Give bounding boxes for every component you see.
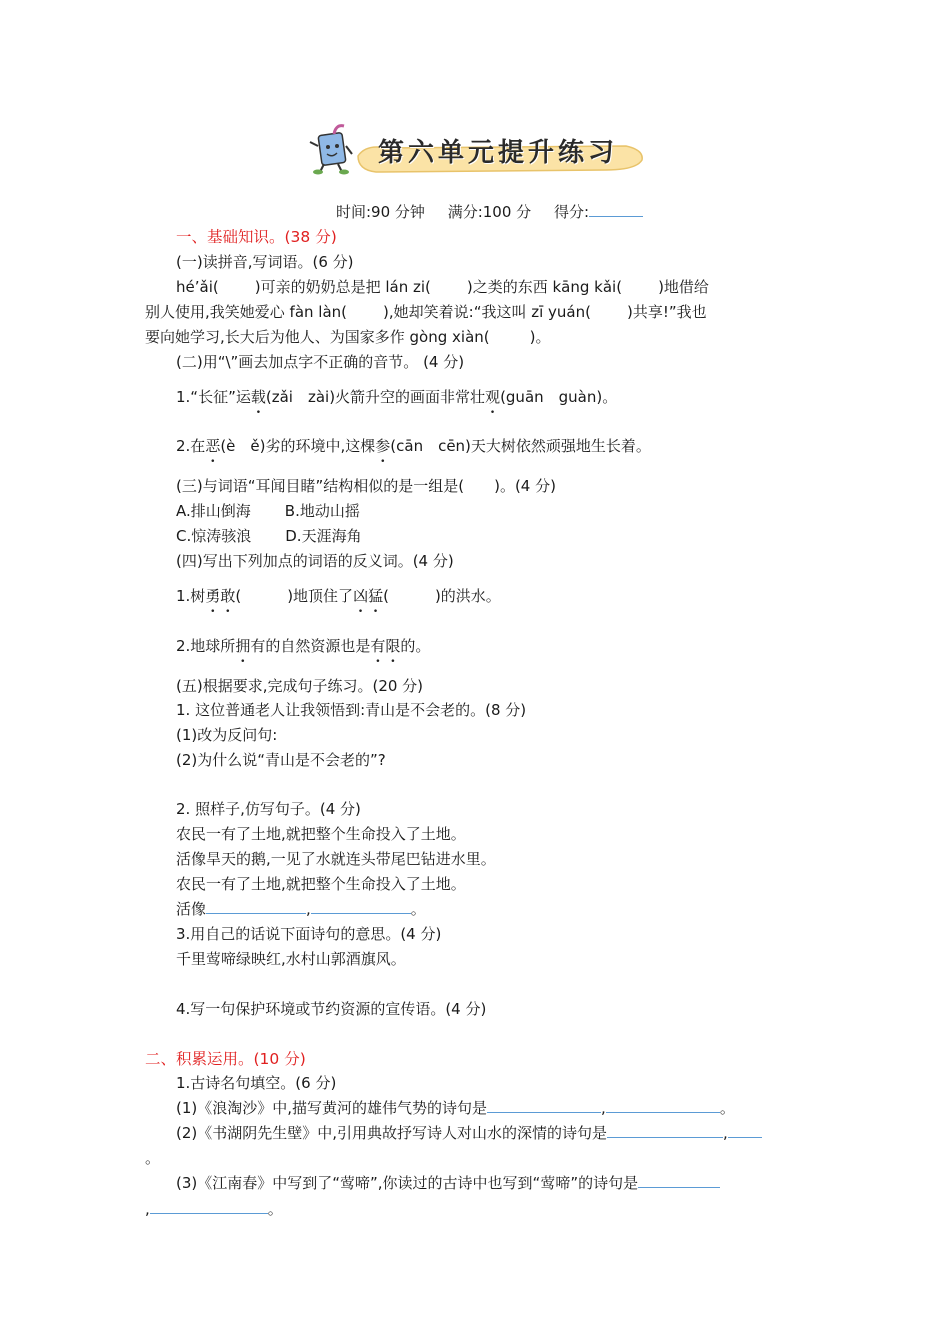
section-2-heading: 二、积累运用。(10 分) bbox=[145, 1050, 306, 1068]
answer-blank[interactable] bbox=[487, 1098, 601, 1113]
part-4-question-2: 2.地球所拥有的自然资源也是有限的。 bbox=[176, 637, 431, 655]
part-5-label: (五)根据要求,完成句子练习。(20 分) bbox=[176, 677, 424, 695]
score-label: 得分: bbox=[553, 203, 589, 221]
part-5-q1b: (2)为什么说“青山是不会老的”? bbox=[176, 751, 386, 769]
options-row-1 bbox=[176, 501, 360, 521]
part-1-label: (一)读拼音,写词语。(6 分) bbox=[176, 253, 354, 271]
pinyin-line-1: hé’ǎi( )可亲的奶奶总是把 lán zi( )之类的东西 kāng kǎi( )地借给 bbox=[176, 278, 709, 296]
dotted-char: 猛 bbox=[368, 587, 384, 605]
option-c[interactable]: C.惊涛骇浪 bbox=[176, 527, 252, 545]
answer-blank[interactable] bbox=[638, 1173, 720, 1188]
part-5-q1: 1. 这位普通老人让我领悟到:青山是不会老的。(8 分) bbox=[176, 701, 527, 719]
poem-fill-3: (3)《江南春》中写到了“莺啼”,你读过的古诗中也写到“莺啼”的诗句是 bbox=[176, 1173, 720, 1193]
dotted-char: 有 bbox=[370, 637, 386, 655]
example-line-3: 农民一有了土地,就把整个生命投入了土地。 bbox=[176, 875, 466, 893]
part-5-q2: 2. 照样子,仿写句子。(4 分) bbox=[176, 800, 361, 818]
dotted-char: 参 bbox=[375, 437, 391, 455]
page-title: 第六单元提升练习 bbox=[378, 138, 619, 168]
mascot-icon bbox=[310, 126, 352, 175]
poem-fill-3-cont: , 。 bbox=[145, 1200, 283, 1218]
answer-blank[interactable] bbox=[728, 1123, 762, 1138]
part-2-question-1: 1.“长征”运载(zǎi zài)火箭升空的画面非常壮观(guān guàn)。 bbox=[176, 388, 618, 406]
pinyin-line-3: 要向她学习,长大后为他人、为国家多作 gòng xiàn( )。 bbox=[145, 328, 551, 346]
poem-line: 千里莺啼绿映红,水村山郭酒旗风。 bbox=[176, 950, 406, 968]
section-1-heading: 一、基础知识。(38 分) bbox=[176, 228, 337, 246]
pinyin-line-2: 别人使用,我笑她爱心 fàn làn( ),她却笑着说:“我这叫 zī yuán( )共享!”我也 bbox=[145, 303, 707, 321]
option-b[interactable]: B.地动山摇 bbox=[284, 502, 360, 520]
dotted-char: 勇 bbox=[205, 587, 221, 605]
dotted-char: 限 bbox=[385, 637, 401, 655]
dotted-char: 观 bbox=[485, 388, 501, 406]
time-limit: 时间:90 分钟 bbox=[336, 203, 425, 221]
answer-blank[interactable] bbox=[150, 1199, 268, 1214]
dotted-char: 凶 bbox=[353, 587, 369, 605]
full-score: 满分:100 分 bbox=[447, 203, 532, 221]
exam-info bbox=[336, 202, 643, 222]
answer-blank[interactable] bbox=[606, 1098, 720, 1113]
poem-fill-2: (2)《书湖阴先生壁》中,引用典故抒写诗人对山水的深情的诗句是 , bbox=[176, 1123, 762, 1143]
example-line-2: 活像旱天的鹅,一见了水就连头带尾巴钻进水里。 bbox=[176, 850, 496, 868]
answer-blank[interactable] bbox=[607, 1123, 723, 1138]
part-5-q3: 3.用自己的话说下面诗句的意思。(4 分) bbox=[176, 925, 442, 943]
section-2-q1: 1.古诗名句填空。(6 分) bbox=[176, 1074, 337, 1092]
answer-blank[interactable] bbox=[206, 899, 306, 914]
answer-blank[interactable] bbox=[311, 899, 411, 914]
example-line-1: 农民一有了土地,就把整个生命投入了土地。 bbox=[176, 825, 466, 843]
part-3-label: (三)与词语“耳闻目睹”结构相似的是一组是( )。(4 分) bbox=[176, 477, 556, 495]
dotted-char: 载 bbox=[250, 388, 266, 406]
part-4-question-1: 1.树勇敢( )地顶住了凶猛( )的洪水。 bbox=[176, 587, 501, 605]
poem-fill-2-end: 。 bbox=[145, 1149, 161, 1167]
option-d[interactable]: D.天涯海角 bbox=[285, 527, 362, 545]
dotted-char: 恶 bbox=[205, 437, 221, 455]
dotted-char: 敢 bbox=[220, 587, 236, 605]
part-2-label: (二)用“\”画去加点字不正确的音节。 (4 分) bbox=[176, 353, 465, 371]
dotted-char: 拥 bbox=[235, 637, 251, 655]
part-5-q4: 4.写一句保护环境或节约资源的宣传语。(4 分) bbox=[176, 1000, 487, 1018]
options-row-2 bbox=[176, 526, 362, 546]
option-a[interactable]: A.排山倒海 bbox=[176, 502, 251, 520]
imitation-line: 活像 , 。 bbox=[176, 900, 426, 918]
part-2-question-2: 2.在恶(è ě)劣的环境中,这棵参(cān cēn)天大树依然顽强地生长着。 bbox=[176, 437, 651, 455]
part-4-label: (四)写出下列加点的词语的反义词。(4 分) bbox=[176, 552, 454, 570]
part-5-q1a: (1)改为反问句: bbox=[176, 726, 278, 744]
score-blank[interactable] bbox=[589, 202, 643, 217]
poem-fill-1: (1)《浪淘沙》中,描写黄河的雄伟气势的诗句是 , 。 bbox=[176, 1099, 735, 1117]
